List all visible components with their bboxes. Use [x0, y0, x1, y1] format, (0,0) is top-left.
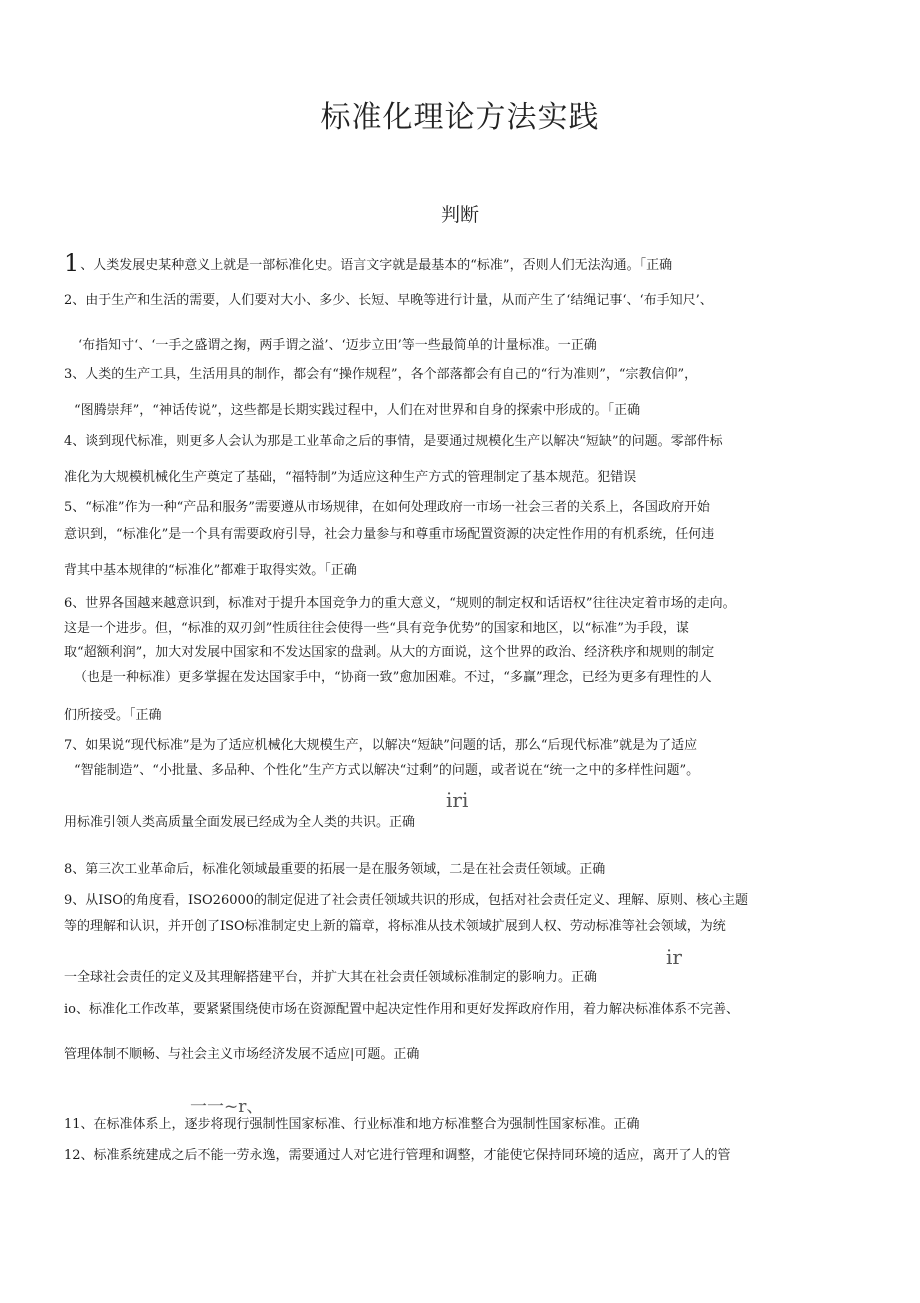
- item-2-line-1: 2、由于生产和生活的需要，人们要对大小、多少、长短、早晚等进行计量，从而产生了‘结绳记事‘、‘布手知尺’、: [64, 293, 713, 308]
- item-7-line-3: 用标准引领人类高质量全面发展已经成为全人类的共识。正确: [64, 815, 416, 830]
- item-3-line-1: 3、人类的生产工具，生活用具的制作，都会有“操作规程”，各个部落都会有自己的“行为准则”，“宗教信仰”，: [64, 367, 698, 382]
- item-7-line-1: 7、如果说“现代标准”是为了适应机械化大规模生产，以解决“短缺”问题的话，那么“后现代标准”就是为了适应: [64, 738, 698, 753]
- item-1-text: 、人类发展史某种意义上就是一部标准化史。语言文字就是最基本的“标准”，否则人们无法沟通。「正确: [80, 258, 673, 273]
- item-5-line-3: 背其中基本规律的“标准化”都难于取得实效。「正确: [64, 563, 357, 578]
- item-10-line-1: io、标准化工作改革，要紧紧围绕使市场在资源配置中起决定性作用和更好发挥政府作用，着力解决标准体系不完善、: [64, 1002, 739, 1017]
- item-6-line-3: 取“超额利润”，加大对发展中国家和不发达国家的盘剥。从大的方面说，这个世界的政治、经济秩序和规则的制定: [64, 645, 715, 660]
- item-1: [64, 249, 673, 277]
- item-5-line-2: 意识到，“标准化”是一个具有需要政府引导，社会力量参与和尊重市场配置资源的决定性作用的有机系统，任何违: [64, 527, 715, 542]
- item-6-line-1: 6、世界各国越来越意识到，标准对于提升本国竞争力的重大意义，“规则的制定权和话语权”往往决定着市场的走向。: [64, 596, 736, 611]
- item-9-line-2: 等的理解和认识，并开创了ISO标准制定史上新的篇章，将标准从技术领域扩展到人权、劳动标准等社会领域，为统: [64, 919, 726, 934]
- item-6-line-2: 这是一个进步。但，“标准的双刃剑”性质往往会使得一些“具有竞争优势”的国家和地区，以“标准”为手段，谋: [64, 621, 689, 636]
- scan-artifact-1: iri: [446, 788, 469, 812]
- item-3-line-2: “图腾崇拜”，“神话传说”，这些都是长期实践过程中，人们在对世界和自身的探索中形成的。「正确: [74, 403, 641, 418]
- document-title: 标准化理论方法实践: [320, 100, 600, 135]
- item-9-line-1: 9、从ISO的角度看，ISO26000的制定促进了社会责任领域共识的形成，包括对社会责任定义、理解、原则、核心主题: [64, 893, 749, 908]
- item-11-line-1: 11、在标准体系上，逐步将现行强制性国家标准、行业标准和地方标准整合为强制性国家标准。正确: [64, 1117, 640, 1132]
- item-6-line-4: （也是一种标准）更多掌握在发达国家手中，“协商一致”愈加困难。不过，“多赢”理念，已经为更多有理性的人: [74, 670, 712, 685]
- scan-artifact-3: 一一~r、: [190, 1097, 264, 1117]
- item-5-line-1: 5、“标准”作为一种“产品和服务”需要遵从市场规律，在如何处理政府一市场一社会三者的关系上，各国政府开始: [64, 500, 710, 515]
- item-9-line-3: 一全球社会责任的定义及其理解搭建平台，并扩大其在社会责任领域标准制定的影响力。正确: [64, 970, 598, 985]
- item-10-line-2: 管理体制不顺畅、与社会主义市场经济发展不适应|可题。正确: [64, 1047, 420, 1062]
- item-6-line-5: 们所接受。「正确: [64, 708, 162, 723]
- item-4-line-2: 准化为大规模机械化生产奠定了基础，“福特制”为适应这种生产方式的管理制定了基本规范。犯错误: [64, 470, 637, 485]
- item-1-number: 1: [64, 249, 80, 277]
- item-8-line-1: 8、第三次工业革命后，标准化领域最重要的拓展一是在服务领域，二是在社会责任领域。正确: [64, 862, 606, 877]
- section-heading: 判断: [440, 204, 479, 226]
- item-2-line-2: ‘布指知寸‘、‘一手之盛谓之掬，两手谓之溢’、‘迈步立田’等一些最简单的计量标准。一正确: [78, 338, 597, 353]
- item-7-line-2: “智能制造”、“小批量、多品种、个性化”生产方式以解决“过剩”的问题，或者说在“统一之中的多样性问题”。: [74, 763, 700, 778]
- scan-artifact-2: ir: [666, 945, 682, 969]
- item-12-line-1: 12、标准系统建成之后不能一劳永逸，需要通过人对它进行管理和调整，才能使它保持同环境的适应，离开了人的管: [64, 1148, 731, 1163]
- item-4-line-1: 4、谈到现代标准，则更多人会认为那是工业革命之后的事情，是要通过规模化生产以解决“短缺”的问题。零部件标: [64, 434, 723, 449]
